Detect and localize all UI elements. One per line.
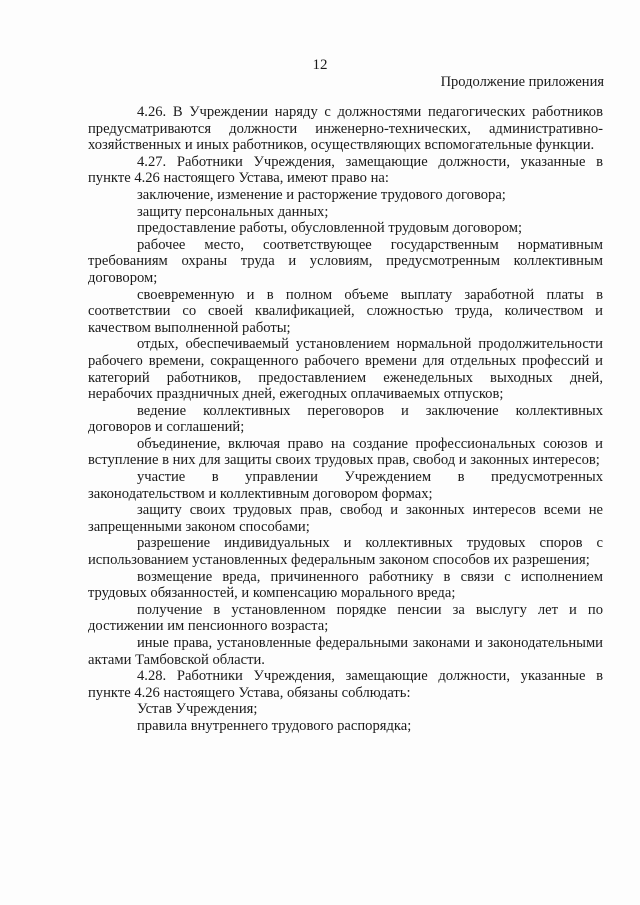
document-body	[88, 104, 603, 735]
list-item: получение в установленном порядке пенсии за выслугу лет и по достижении им пенсионного возраста;	[88, 601, 603, 635]
list-item: разрешение индивидуальных и коллективных трудовых споров с использованием установленных федеральным законом способов их разрешения;	[88, 535, 603, 569]
list-item: рабочее место, соответствующее государственным нормативным требованиям охраны труда и условиям, предусмотренным коллективным договором;	[88, 236, 603, 286]
list-item: ведение коллективных переговоров и заключение коллективных договоров и соглашений;	[88, 402, 603, 436]
list-item: заключение, изменение и расторжение трудового договора;	[137, 186, 506, 203]
list-item: отдых, обеспечиваемый установлением нормальной продолжительности рабочего времени, сокращенного рабочего времени для отдельных профессий и категорий работников, предоставлением еженедельных выходных дней, нерабочих праздничных дней, ежегодных оплачиваемых отпусков;	[88, 336, 603, 403]
list-item: своевременную и в полном объеме выплату заработной платы в соответствии со своей квалификацией, сложностью труда, количеством и качеством выполненной работы;	[88, 286, 603, 336]
appendix-continuation-note: Продолжение приложения	[440, 74, 604, 90]
list-item: предоставление работы, обусловленной трудовым договором;	[137, 220, 523, 237]
list-item: защиту персональных данных;	[137, 203, 329, 220]
list-item: возмещение вреда, причиненного работнику в связи с исполнением трудовых обязанностей, и компенсацию морального вреда;	[88, 568, 603, 602]
paragraph-4-26: 4.26. В Учреждении наряду с должностями педагогических работников предусматриваются должности инженерно-технических, административно-хозяйственных и иных работников, осуществляющих вспомогательные функции.	[88, 104, 603, 154]
page-number: 12	[312, 57, 328, 73]
paragraph-4-28: 4.28. Работники Учреждения, замещающие должности, указанные в пункте 4.26 настоящего Устава, обязаны соблюдать:	[88, 668, 603, 701]
list-item: участие в управлении Учреждением в предусмотренных законодательством и коллективным договором формах;	[88, 469, 603, 502]
list-item: иные права, установленные федеральными законами и законодательными актами Тамбовской области.	[88, 635, 603, 668]
list-item: объединение, включая право на создание профессиональных союзов и вступление в них для защиты своих трудовых прав, свобод и законных интересов;	[88, 435, 603, 469]
list-item: защиту своих трудовых прав, свобод и законных интересов всеми не запрещенными законом способами;	[88, 502, 603, 535]
list-item: Устав Учреждения;	[137, 701, 258, 718]
list-item: правила внутреннего трудового распорядка;	[137, 717, 412, 734]
paragraph-4-27: 4.27. Работники Учреждения, замещающие должности, указанные в пункте 4.26 настоящего Устава, имеют право на:	[88, 153, 603, 187]
